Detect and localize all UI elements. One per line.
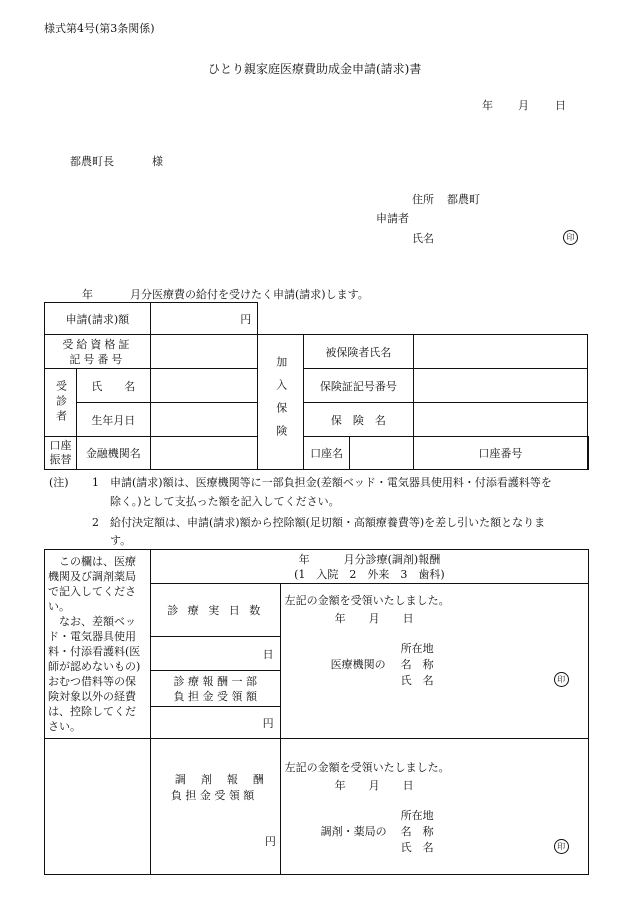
date-year: 年 — [482, 99, 493, 112]
address-label: 住所 — [412, 193, 434, 206]
patient-name-label: 氏 名 — [76, 369, 150, 403]
provider-instructions: この欄は、医療機関及び調剤薬局で記入してください。 なお、差額ベッド・電気器具使用料・付添看護料(医師が認めないもの)おむつ借料等の保険対象以外の経費は、控除してください。 — [45, 550, 151, 739]
medical-person-name-label: 氏 名 — [400, 674, 434, 687]
days-field[interactable]: 日 — [150, 637, 280, 671]
blank-cell — [258, 303, 588, 335]
date-month: 月 — [518, 99, 529, 112]
pharmacy-received-text: 左記の金額を受領いたしました。 — [284, 761, 450, 774]
account-name-value[interactable] — [349, 437, 413, 470]
period-header: 年 月分診療(調剤)報酬 (1 入院 2 外来 3 歯科) — [150, 550, 588, 584]
name-label: 氏名 — [412, 232, 434, 245]
note-1-line-1: 申請(請求)額は、医療機関等に一部負担金(差額ベッド・電気器具使用料・付添看護料等を — [110, 476, 552, 489]
pharmacy-date-day: 日 — [402, 779, 414, 792]
applicant-label: 申請者 — [376, 212, 409, 225]
transfer-label: 口座 振替 — [45, 437, 77, 470]
intro-year: 年 — [82, 288, 93, 301]
pharmacy-date-month: 月 — [368, 779, 380, 792]
medical-address-label: 所在地 — [400, 642, 434, 655]
insurer-field[interactable] — [413, 403, 587, 437]
pharmacy-label: 調剤・薬局の — [320, 825, 387, 838]
note-2-line-1: 給付決定額は、申請(請求)額から控除額(足切額・高額療養費等)を差し引いた額となりま — [110, 516, 546, 529]
addressee: 都農町長 — [70, 155, 114, 168]
pharmacy-org-name-label: 名 称 — [400, 825, 434, 838]
medical-institution-label: 医療機関の — [330, 658, 386, 671]
instructions-continuation — [45, 739, 151, 875]
bank-field[interactable] — [150, 437, 258, 470]
insurance-card-label: 保険証記号番号 — [304, 369, 414, 403]
note-1-line-2: 除く。)として支払った額を記入してください。 — [110, 495, 340, 508]
pharmacy-fee-label-2: 負 担 金 受 領 額 — [170, 789, 255, 802]
pharmacy-address-label: 所在地 — [400, 809, 434, 822]
days-label: 診 療 実 日 数 — [150, 584, 280, 637]
note-2-line-2: す。 — [110, 534, 132, 547]
intro-text: 月分医療費の給付を受けたく申請(請求)します。 — [130, 288, 369, 301]
patient-label: 受診者 — [45, 369, 77, 437]
application-table — [44, 302, 589, 470]
account-name-field[interactable]: 口座名 — [304, 437, 350, 470]
medical-seal-icon: 印 — [554, 672, 569, 687]
medical-date-day: 日 — [402, 612, 414, 625]
insurer-label: 保 険 名 — [304, 403, 414, 437]
seal-icon: 印 — [563, 230, 578, 245]
honorific: 様 — [152, 155, 163, 168]
birth-date-field[interactable] — [150, 403, 258, 437]
note-2-number: 2 — [92, 516, 99, 529]
bank-label: 金融機関名 — [76, 437, 150, 470]
account-number-field[interactable] — [588, 437, 589, 470]
form-title: ひとり親家庭医療費助成金申請(請求)書 — [208, 62, 422, 76]
fee-field[interactable]: 円 — [150, 707, 280, 739]
provider-table — [44, 549, 589, 875]
pharmacy-person-name-label: 氏 名 — [400, 841, 434, 854]
medical-date-month: 月 — [368, 612, 380, 625]
note-1-number: 1 — [92, 476, 99, 489]
note-prefix: (注) — [49, 476, 69, 489]
fee-label: 診 療 報 酬 一 部 負 担 金 受 領 額 — [150, 671, 280, 707]
birth-date-label: 生年月日 — [76, 403, 150, 437]
pharmacy-fee-field[interactable]: 円 — [264, 835, 276, 848]
claim-amount-field[interactable]: 円 — [150, 303, 258, 335]
medical-received-text: 左記の金額を受領いたしました。 — [284, 594, 450, 607]
eligibility-label: 受給資格証 記号番号 — [45, 335, 151, 369]
insured-name-label: 被保険者氏名 — [304, 335, 414, 369]
medical-org-name-label: 名 称 — [400, 658, 434, 671]
insurance-card-field[interactable] — [413, 369, 587, 403]
eligibility-number-field[interactable] — [150, 335, 258, 369]
claim-amount-label: 申請(請求)額 — [45, 303, 151, 335]
account-number-label: 口座番号 — [413, 437, 587, 470]
date-day: 日 — [555, 99, 566, 112]
pharmacy-date-year: 年 — [334, 779, 346, 792]
pharmacy-fee-label-1: 調 剤 報 酬 — [174, 773, 266, 786]
pharmacy-fee-cell — [150, 739, 280, 875]
pharmacy-seal-icon: 印 — [554, 839, 569, 854]
form-number: 様式第4号(第3条関係) — [44, 22, 155, 35]
insured-name-field[interactable] — [413, 335, 587, 369]
insurance-label: 加入保険 — [258, 335, 304, 470]
pharmacy-receipt-cell — [280, 739, 588, 875]
medical-date-year: 年 — [334, 612, 346, 625]
address-value: 都農町 — [447, 193, 480, 206]
medical-receipt-cell — [280, 584, 588, 739]
patient-name-field[interactable] — [150, 369, 258, 403]
